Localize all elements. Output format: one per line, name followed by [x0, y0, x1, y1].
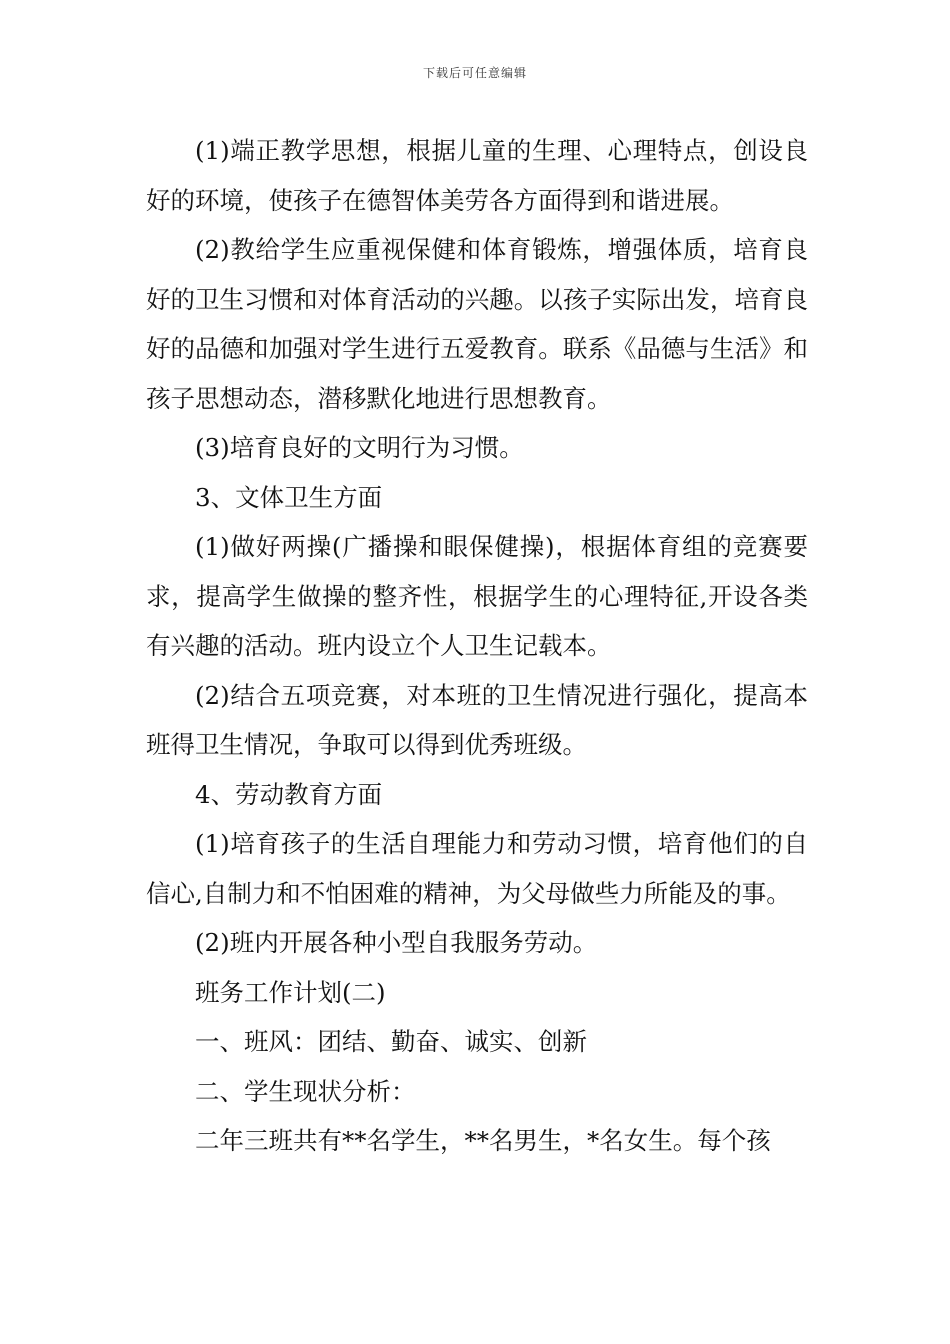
paragraph: (3)培育良好的文明行为习惯。 [195, 433, 524, 462]
paragraph: (2)班内开展各种小型自我服务劳动。 [195, 928, 598, 957]
paragraph: (2)教给学生应重视保健和体育锻炼，增强体质，培育良好的卫生习惯和对体育活动的兴趣。以孩子实际出发，培育良好的品德和加强对学生进行五爱教育。联系《品德与生活》和孩子思想动态，潜移默化地进行思想教育。 [146, 235, 808, 413]
section-heading: 一、班风：团结、勤奋、诚实、创新 [195, 1027, 587, 1056]
page-header: 下载后可任意编辑 [422, 66, 527, 80]
section-title: 班务工作计划(二) [195, 977, 386, 1007]
paragraph: (1)端正教学思想，根据儿童的生理、心理特点，创设良好的环境，使孩子在德智体美劳各方面得到和谐进展。 [146, 136, 808, 215]
paragraph: 二年三班共有**名学生，**名男生，*名女生。每个孩 [195, 1126, 771, 1155]
document-body [146, 126, 808, 1166]
section-heading: 3、文体卫生方面 [195, 482, 383, 512]
paragraph: (1)培育孩子的生活自理能力和劳动习惯，培育他们的自信心,自制力和不怕困难的精神，为父母做些力所能及的事。 [146, 829, 808, 908]
paragraph: (2)结合五项竞赛，对本班的卫生情况进行强化，提高本班得卫生情况，争取可以得到优秀班级。 [146, 680, 808, 759]
section-heading: 4、劳动教育方面 [195, 779, 383, 809]
section-heading: 二、学生现状分析： [195, 1076, 416, 1106]
paragraph: (1)做好两操(广播操和眼保健操)，根据体育组的竞赛要求，提高学生做操的整齐性，根据学生的心理特征,开设各类有兴趣的活动。班内设立个人卫生记载本。 [146, 532, 808, 660]
